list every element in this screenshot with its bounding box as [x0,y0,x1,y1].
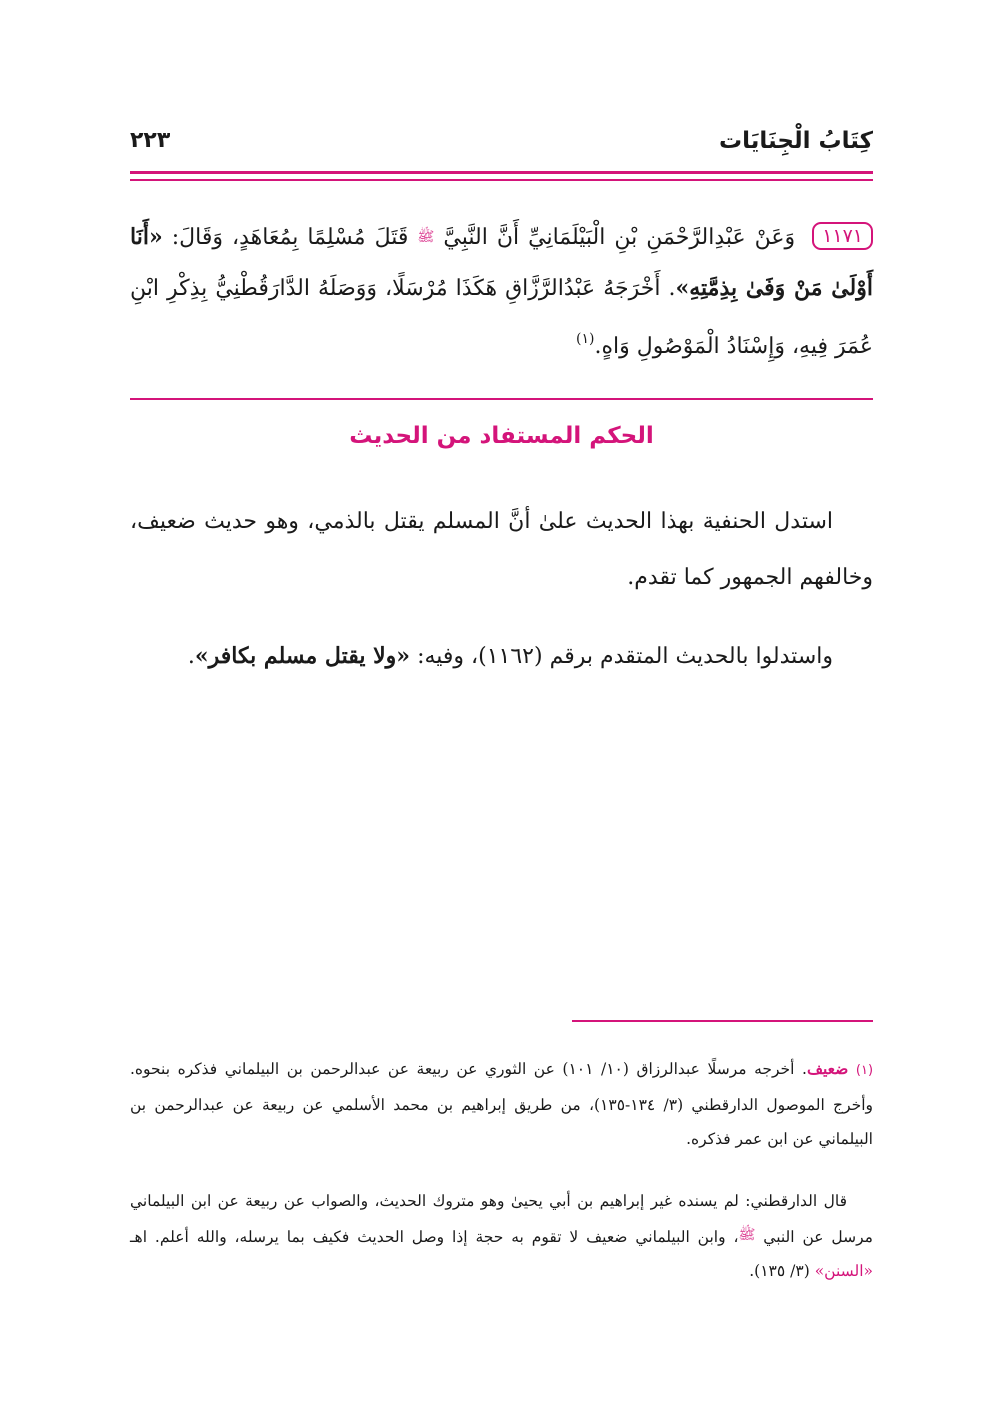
header-rule-bottom [130,179,873,181]
hadith-quote: «أَنَا أَوْلَىٰ مَنْ وَفَىٰ بِذِمَّتِهِ» [130,224,874,301]
footnote-reference[interactable]: (١) [576,331,595,347]
header-rule-top [130,171,873,174]
hadith-part-2: قَتَلَ مُسْلِمًا بِمُعَاهَدٍ، وَقَالَ: [171,225,409,250]
paragraph-1 [130,494,873,606]
footnote-1-continued [130,1184,873,1288]
footnote-2-text-2: ، وابن البيلماني ضعيف لا تقوم به حجة إذا وصل الحديث فكيف بما يرسله، والله أعلم. اهـ [130,1228,739,1246]
hadith-text [130,212,873,372]
footnote-2-text-1: قال الدارقطني: لم يسنده غير إبراهيم بن أبي يحيىٰ وهو متروك الحديث، والصواب عن ربيعة عن ابن البيلماني مرسل عن النبي [130,1192,873,1246]
pbuh-glyph: ﷺ [738,1227,756,1243]
paragraph-2-text: واستدلوا بالحديث المتقدم برقم (١١٦٢)، وفيه: [417,644,833,669]
pbuh-glyph: ﷺ [417,229,435,245]
hadith-part-3: . أَخْرَجَهُ عَبْدُالرَّزَّاقِ هَكَذَا مُرْسَلًا، وَوَصَلَهُ الدَّارَقُطْنِيُّ بِذِكْرِ ابْنِ عُمَرَ فِيهِ، وَإِسْنَادُ الْمَوْصُولِ وَاهٍ. [130,276,873,359]
footnote-2-ref: (٣/ ١٣٥). [749,1262,810,1280]
footnote-1-text: . أخرجه مرسلًا عبدالرزاق (١٠/ ١٠١) عن الثوري عن ربيعة عن عبدالرحمن بن البيلماني فذكره بنحوه. وأخرج الموصول الدارقطني (٣/ ١٣٤-١٣٥)، من طريق إبراهيم بن محمد الأسلمي عن ربيعة عن عبدالرحمن بن البيلماني عن ابن عمر فذكره. [130,1060,873,1148]
footnote-separator [572,1020,873,1022]
footnote-1 [130,1052,873,1156]
paragraph-1-text: استدل الحنفية بهذا الحديث علىٰ أنَّ المسلم يقتل بالذمي، وهو حديث ضعيف، وخالفهم الجمهور كما تقدم. [130,509,873,590]
book-title: كِتَابُ الْجِنَايَات [718,128,873,154]
hadith-separator-rule [130,398,873,400]
footnote-indent [847,1192,873,1210]
page-number: ٢٢٣ [130,128,171,153]
running-header [130,118,873,168]
paragraph-2-quote: «ولا يقتل مسلم بكافر» [194,643,411,669]
paragraph-2 [130,628,873,685]
section-title: الحكم المستفاد من الحديث [349,423,654,449]
hadith-number-badge: ١١٧١ [812,222,873,250]
footnote-1-mark: (١) [855,1063,874,1078]
hadith-part-1: وَعَنْ عَبْدِالرَّحْمَنِ بْنِ الْبَيْلَمَانِيِّ أَنَّ النَّبِيَّ [443,225,796,250]
footnote-1-verdict: ضعيف [806,1059,849,1078]
paragraph-2-end: . [187,644,195,669]
footnote-2-source: «السنن» [814,1262,873,1280]
